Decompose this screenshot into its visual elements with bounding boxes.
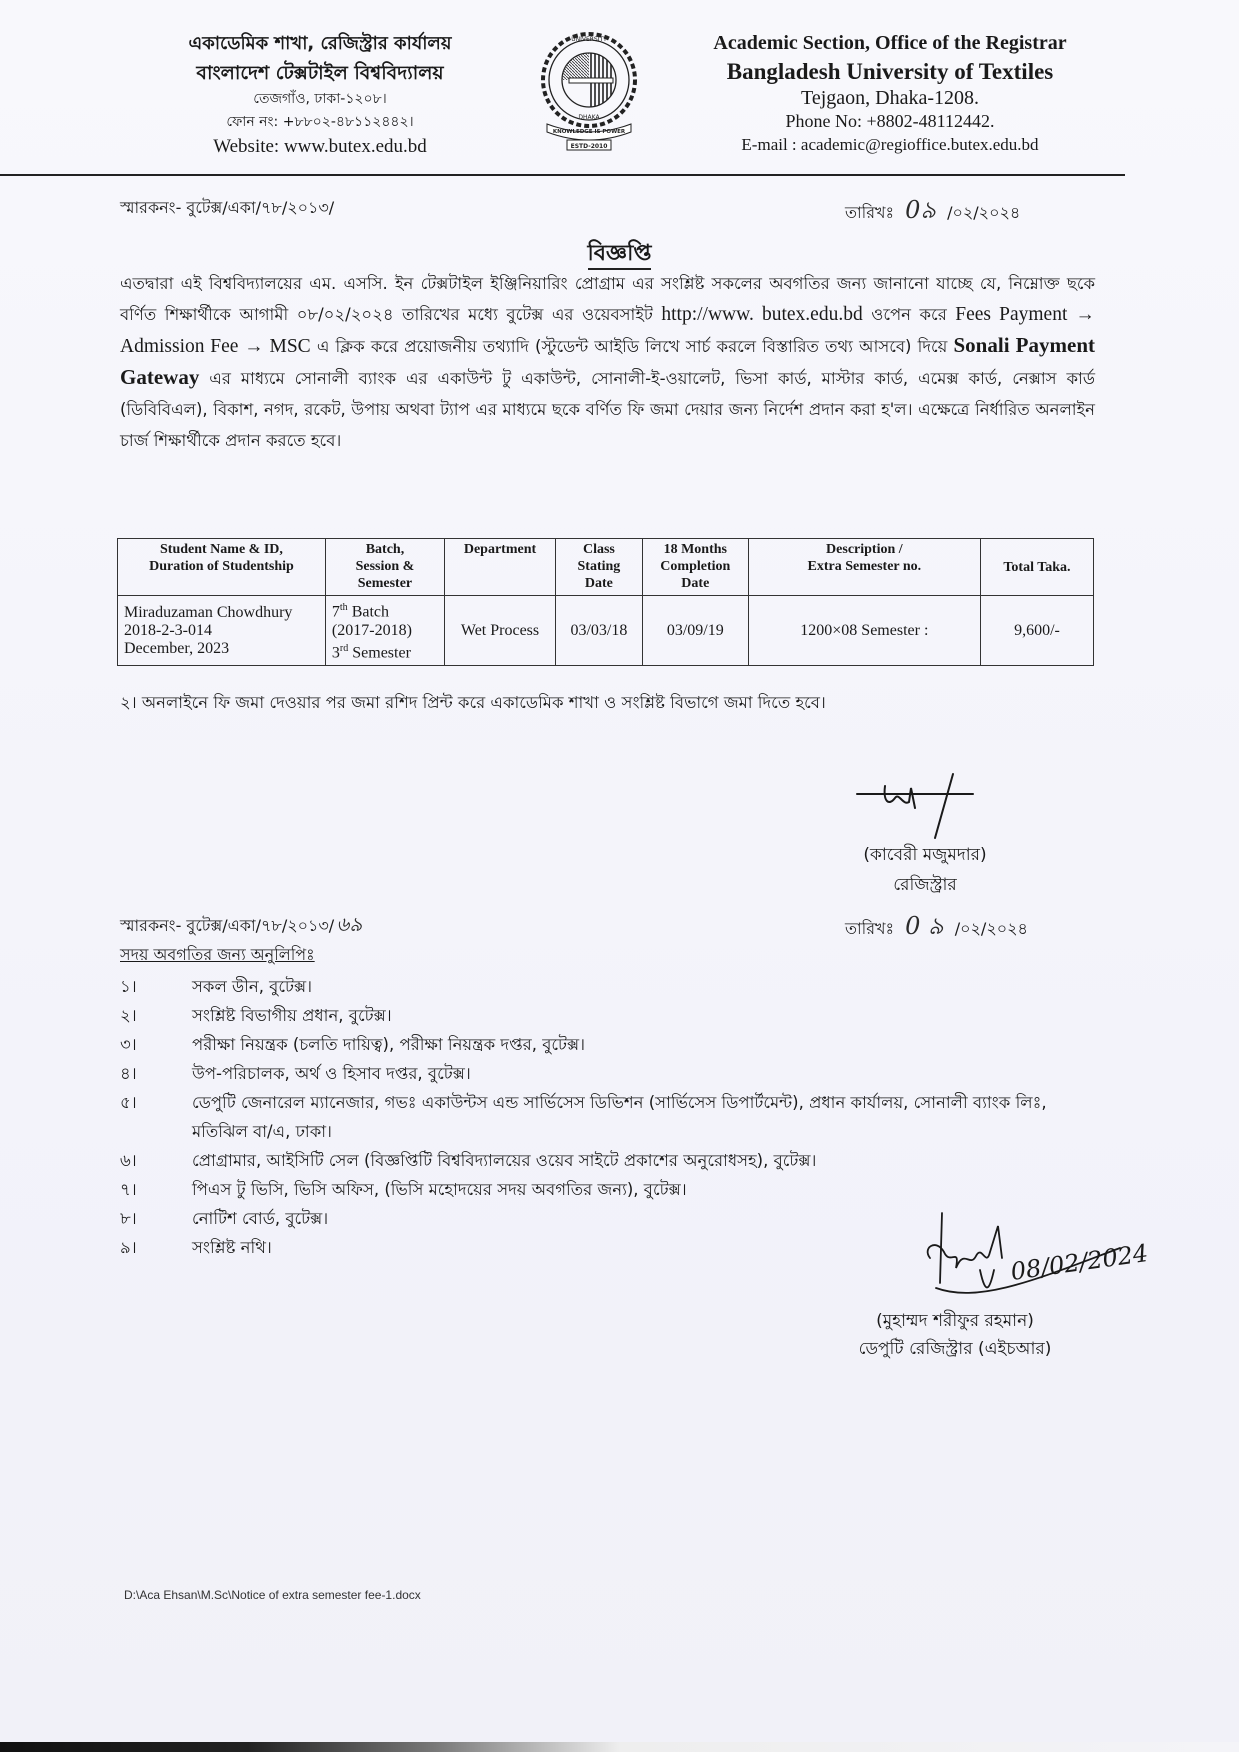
logo-ring-text: UNIVERSITY [571, 36, 607, 43]
deputy-registrar-title: ডেপুটি রেজিস্ট্রার (এইচআর) [858, 1339, 1052, 1359]
website-link[interactable]: http://www. butex.edu.bd [661, 304, 863, 325]
paragraph-text-1: এতদ্বারা এই বিশ্ববিদ্যালয়ের এম. এসসি. ইন টেক্সটাইল ইঞ্জিনিয়ারিং প্রোগ্রাম এর সংশ্লিষ্ট সকলের অবগতির জন্য জানানো যাচ্ছে যে, নিম্নোক্ত ছকে বর্ণিত শিক্ষার্থীকে আগামী ০৮/০২/২০২৪ তারিখের মধ্যে বুটেক্স এর ওয়েবসাইট [120, 274, 1095, 324]
scan-edge-shadow [0, 1742, 1239, 1752]
memo2-ref-label: স্মারকনং- বুটেক্স/একা/৭৮/২০১৩/ [120, 916, 335, 935]
date2-handwritten-day: 0 ৯ [905, 912, 944, 940]
fee-table [117, 538, 1094, 666]
university-logo [533, 28, 645, 152]
header-email: E-mail : academic@regioffice.butex.edu.bd [741, 135, 1039, 154]
student-id: 2018-2-3-014 [124, 621, 212, 639]
signature-handwritten-date: 08/02/2024 [1008, 1238, 1150, 1286]
list-item: ১। সকল ডীন, বুটেক্স। [120, 977, 313, 996]
list-item: ৪। উপ-পরিচালক, অর্থ ও হিসাব দপ্তর, বুটেক্স। [120, 1064, 471, 1083]
memo-date-copy [845, 908, 1028, 948]
deputy-registrar-block [835, 1307, 1075, 1363]
header-english [680, 30, 1100, 156]
payment-gateway-name: Sonali Payment Gateway [120, 333, 1095, 389]
cell-student [118, 596, 326, 666]
deputy-registrar-name: (মুহাম্মদ শরীফুর রহমান) [876, 1311, 1034, 1331]
paragraph-text-2: ওপেন করে [862, 305, 956, 324]
header-bangla-office: একাডেমিক শাখা, রেজিস্ট্রার কার্যালয় [188, 33, 452, 54]
instruction-point-2: ২। অনলাইনে ফি জমা দেওয়ার পর জমা রশিদ প্রিন্ট করে একাডেমিক শাখা ও সংশ্লিষ্ট বিভাগে জমা দিতে হবে। [120, 693, 826, 712]
logo-motto: KNOWLEDGE IS POWER [552, 129, 626, 135]
semester: 3rd Semester [331, 642, 411, 661]
cell-department: Wet Process [445, 596, 556, 666]
table-header-row [118, 539, 1094, 596]
registrar-title: রেজিস্ট্রার [893, 875, 957, 895]
student-name: Miraduzaman Chowdhury [124, 603, 293, 621]
paragraph-text-3: এ ক্লিক করে প্রয়োজনীয় তথ্যাদি (স্টুডেন্ট আইডি লিখে সার্চ করলে বিস্তারিত তথ্য আসবে) দিয়ে [310, 337, 954, 356]
list-item: ২। সংশ্লিষ্ট বিভাগীয় প্রধান, বুটেক্স। [120, 1006, 392, 1025]
paragraph-text-4: এর মাধ্যমে সোনালী ব্যাংক এর একাউন্ট টু একাউন্ট, সোনালী-ই-ওয়ালেট, ভিসা কার্ড, মাস্টার কার্ড, এমেক্স কার্ড, নেক্সাস কার্ড (ডিবিবিএল), বিকাশ, নগদ, রকেট, উপায় অথবা ট্যাপ এর মাধ্যমে ছকে বর্ণিত ফি জমা দেয়ার জন্য নির্দেশ প্রদান করা হ'ল। এক্ষেত্রে নির্ধারিত অনলাইন চার্জ শিক্ষার্থীকে প্রদান করতে হবে। [120, 369, 1095, 450]
header-bangla-university: বাংলাদেশ টেক্সটাইল বিশ্ববিদ্যালয় [196, 62, 444, 84]
logo-established: ESTD-2010 [570, 143, 608, 150]
col-header-description: Description / Extra Semester no. [748, 539, 980, 596]
col-header-student: Student Name & ID, Duration of Studentship [118, 539, 326, 596]
payment-path: Fees Payment → Admission Fee → MSC [120, 304, 1096, 357]
batch: 7th Batch [331, 602, 390, 621]
cell-class-start: 03/03/18 [556, 596, 643, 666]
registrar-name: (কাবেরী মজুমদার) [863, 845, 987, 865]
header-bangla-address: তেজগাঁও, ঢাকা-১২০৮। [253, 91, 387, 107]
list-item: ৯। সংশ্লিষ্ট নথি। [120, 1238, 272, 1257]
list-item: ৩। পরীক্ষা নিয়ন্ত্রক (চলতি দায়িত্ব), পরীক্ষা নিয়ন্ত্রক দপ্তর, বুটেক্স। [120, 1035, 586, 1054]
copies-title: সদয় অবগতির জন্য অনুলিপিঃ [120, 945, 315, 964]
deputy-registrar-signature [920, 1208, 1150, 1308]
date2-label: তারিখঃ [845, 919, 895, 938]
table-row [118, 596, 1094, 666]
col-header-batch: Batch, Session & Semester [325, 539, 444, 596]
session: (2017-2018) [331, 621, 412, 639]
header-bangla-phone: ফোন নং: +৮৮০২-৪৮১১২৪৪২। [226, 114, 414, 130]
memo-reference: স্মারকনং- বুটেক্স/একা/৭৮/২০১৩/ [120, 198, 335, 217]
registrar-block [830, 840, 1020, 900]
memo-date [845, 192, 1020, 232]
cell-description: 1200×08 Semester : [748, 596, 980, 666]
registrar-signature [855, 772, 985, 842]
cell-completion: 03/09/19 [642, 596, 748, 666]
date-label: তারিখঃ [845, 203, 895, 222]
list-item: ৭। পিএস টু ভিসি, ভিসি অফিস, (ভিসি মহোদয়ের সদয় অবগতির জন্য), বুটেক্স। [120, 1180, 687, 1199]
header-bangla [150, 30, 490, 160]
list-item: ৮। নোটিশ বোর্ড, বুটেক্স। [120, 1209, 329, 1228]
cell-total: 9,600/- [980, 596, 1093, 666]
document-file-path: D:\Aca Ehsan\M.Sc\Notice of extra semester fee-1.docx [124, 1588, 421, 1602]
header-website: Website: www.butex.edu.bd [213, 136, 427, 157]
col-header-department: Department [445, 539, 556, 596]
cell-batch [325, 596, 444, 666]
date-handwritten-day: 0৯ [905, 196, 936, 224]
header-english-office: Academic Section, Office of the Registrar [713, 32, 1067, 54]
col-header-class-start: Class Stating Date [556, 539, 643, 596]
notice-paragraph [120, 268, 1095, 456]
header-english-address: Tejgaon, Dhaka-1208. [801, 87, 979, 109]
list-item: ৫। ডেপুটি জেনারেল ম্যানেজার, গভঃ একাউন্টস এন্ড সার্ভিসেস ডিভিশন (সার্ভিসেস ডিপার্টমেন্ট), প্রধান কার্যালয়, সোনালী ব্যাংক লিঃ, মতিঝিল বা/এ, ঢাকা। [120, 1093, 1047, 1141]
col-header-completion: 18 Months Completion Date [642, 539, 748, 596]
memo-reference-copy [120, 910, 364, 943]
list-item: ৬। প্রোগ্রামার, আইসিটি সেল (বিজ্ঞপ্তিটি বিশ্ববিদ্যালয়ের ওয়েব সাইটে প্রকাশের অনুরোধসহ), বুটেক্স। [120, 1151, 817, 1170]
header-divider [0, 174, 1125, 176]
header-english-phone: Phone No: +8802-48112442. [785, 111, 995, 131]
memo2-handwritten-number: ৬৯ [336, 912, 363, 936]
col-header-total: Total Taka. [980, 539, 1093, 596]
date2-month-year: /০২/২০২৪ [954, 919, 1028, 938]
notice-title-text: বিজ্ঞপ্তি [588, 241, 652, 270]
date-month-year: /০২/২০২৪ [947, 203, 1021, 222]
studentship-duration: December, 2023 [124, 639, 230, 657]
logo-city: DHAKA [578, 114, 600, 121]
header-english-university: Bangladesh University of Textiles [726, 59, 1054, 84]
